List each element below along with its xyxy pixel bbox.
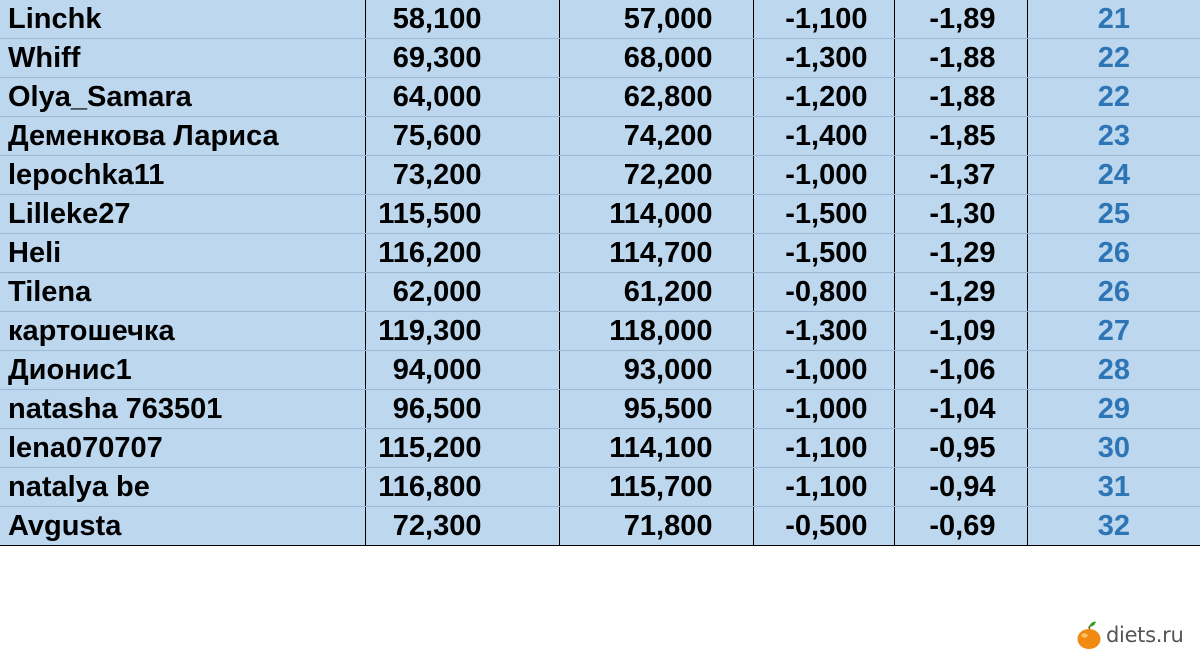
current-weight-cell: 118,000 [559, 312, 753, 351]
start-weight-cell: 115,200 [365, 429, 559, 468]
name-cell: Деменкова Лариса [0, 117, 365, 156]
table-row [0, 468, 1200, 507]
start-weight-cell: 116,800 [365, 468, 559, 507]
rank-cell: 26 [1027, 234, 1200, 273]
rank-cell: 31 [1027, 468, 1200, 507]
weight-change-cell: -0,500 [753, 507, 894, 546]
start-weight-cell: 115,500 [365, 195, 559, 234]
start-weight-cell: 64,000 [365, 78, 559, 117]
rank-cell: 32 [1027, 507, 1200, 546]
weight-change-cell: -1,300 [753, 312, 894, 351]
weight-change-cell: -1,300 [753, 39, 894, 78]
current-weight-cell: 71,800 [559, 507, 753, 546]
percent-change-cell: -1,88 [894, 39, 1027, 78]
current-weight-cell: 61,200 [559, 273, 753, 312]
current-weight-cell: 114,000 [559, 195, 753, 234]
name-cell: Lilleke27 [0, 195, 365, 234]
name-cell: картошечка [0, 312, 365, 351]
percent-change-cell: -1,04 [894, 390, 1027, 429]
rank-cell: 25 [1027, 195, 1200, 234]
table-row [0, 234, 1200, 273]
current-weight-cell: 95,500 [559, 390, 753, 429]
percent-change-cell: -1,89 [894, 0, 1027, 39]
rank-cell: 23 [1027, 117, 1200, 156]
percent-change-cell: -1,85 [894, 117, 1027, 156]
percent-change-cell: -0,69 [894, 507, 1027, 546]
name-cell: lena070707 [0, 429, 365, 468]
start-weight-cell: 73,200 [365, 156, 559, 195]
start-weight-cell: 96,500 [365, 390, 559, 429]
current-weight-cell: 114,700 [559, 234, 753, 273]
weight-change-cell: -1,500 [753, 234, 894, 273]
rank-cell: 22 [1027, 39, 1200, 78]
current-weight-cell: 68,000 [559, 39, 753, 78]
name-cell: Дионис1 [0, 351, 365, 390]
current-weight-cell: 72,200 [559, 156, 753, 195]
name-cell: Whiff [0, 39, 365, 78]
current-weight-cell: 74,200 [559, 117, 753, 156]
current-weight-cell: 57,000 [559, 0, 753, 39]
table-row [0, 39, 1200, 78]
current-weight-cell: 62,800 [559, 78, 753, 117]
percent-change-cell: -0,95 [894, 429, 1027, 468]
current-weight-cell: 114,100 [559, 429, 753, 468]
start-weight-cell: 116,200 [365, 234, 559, 273]
percent-change-cell: -1,06 [894, 351, 1027, 390]
start-weight-cell: 69,300 [365, 39, 559, 78]
table-row [0, 273, 1200, 312]
table-row [0, 195, 1200, 234]
table-row [0, 390, 1200, 429]
name-cell: natalya be [0, 468, 365, 507]
apple-icon [1076, 620, 1102, 650]
watermark-text: diets.ru [1106, 623, 1184, 647]
table-row [0, 507, 1200, 546]
start-weight-cell: 72,300 [365, 507, 559, 546]
current-weight-cell: 115,700 [559, 468, 753, 507]
start-weight-cell: 94,000 [365, 351, 559, 390]
start-weight-cell: 58,100 [365, 0, 559, 39]
table-row [0, 0, 1200, 39]
percent-change-cell: -1,29 [894, 234, 1027, 273]
start-weight-cell: 119,300 [365, 312, 559, 351]
weight-change-cell: -1,500 [753, 195, 894, 234]
table-row [0, 429, 1200, 468]
table-row [0, 117, 1200, 156]
rank-cell: 21 [1027, 0, 1200, 39]
name-cell: Linchk [0, 0, 365, 39]
rank-cell: 27 [1027, 312, 1200, 351]
percent-change-cell: -1,29 [894, 273, 1027, 312]
weight-change-cell: -1,000 [753, 390, 894, 429]
percent-change-cell: -1,09 [894, 312, 1027, 351]
name-cell: Tilena [0, 273, 365, 312]
name-cell: Olya_Samara [0, 78, 365, 117]
name-cell: Heli [0, 234, 365, 273]
name-cell: natasha 763501 [0, 390, 365, 429]
percent-change-cell: -0,94 [894, 468, 1027, 507]
weight-change-cell: -1,000 [753, 351, 894, 390]
rank-cell: 29 [1027, 390, 1200, 429]
table-row [0, 156, 1200, 195]
diets-ru-watermark [1076, 618, 1183, 652]
weight-change-cell: -1,100 [753, 429, 894, 468]
start-weight-cell: 75,600 [365, 117, 559, 156]
rank-cell: 26 [1027, 273, 1200, 312]
weight-change-cell: -1,100 [753, 0, 894, 39]
rank-cell: 28 [1027, 351, 1200, 390]
name-cell: Avgusta [0, 507, 365, 546]
rank-cell: 24 [1027, 156, 1200, 195]
percent-change-cell: -1,37 [894, 156, 1027, 195]
rank-cell: 22 [1027, 78, 1200, 117]
weight-change-cell: -0,800 [753, 273, 894, 312]
weight-change-cell: -1,100 [753, 468, 894, 507]
percent-change-cell: -1,88 [894, 78, 1027, 117]
table-row [0, 351, 1200, 390]
start-weight-cell: 62,000 [365, 273, 559, 312]
table-row [0, 78, 1200, 117]
current-weight-cell: 93,000 [559, 351, 753, 390]
rank-cell: 30 [1027, 429, 1200, 468]
name-cell: lepochka11 [0, 156, 365, 195]
weight-change-cell: -1,400 [753, 117, 894, 156]
weight-change-cell: -1,200 [753, 78, 894, 117]
weight-change-cell: -1,000 [753, 156, 894, 195]
percent-change-cell: -1,30 [894, 195, 1027, 234]
table-row [0, 312, 1200, 351]
